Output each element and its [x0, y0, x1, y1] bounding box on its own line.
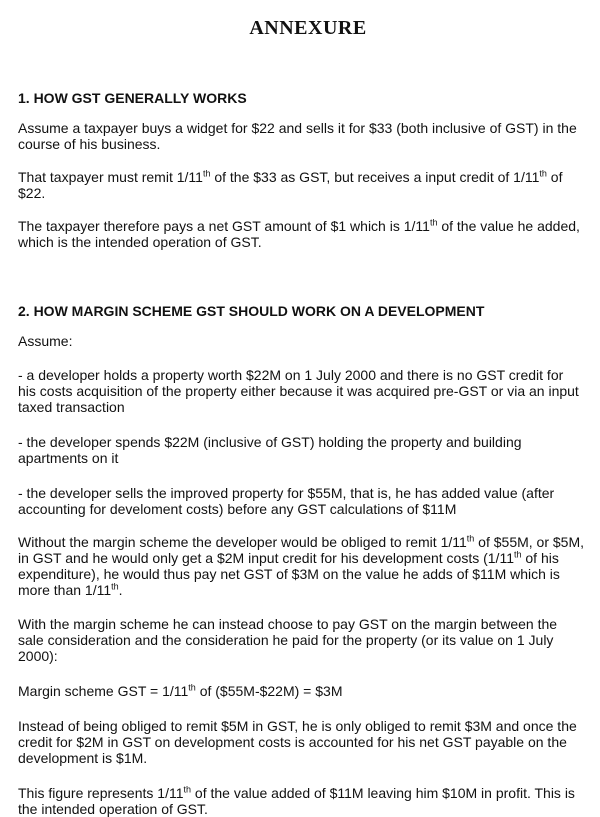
section-heading-1: 1. HOW GST GENERALLY WORKS — [18, 90, 247, 106]
paragraph-assume: Assume: — [18, 333, 73, 349]
page-title: ANNEXURE — [249, 17, 367, 39]
paragraph-with-margin: With the margin scheme he can instead choose to pay GST on the margin between the sale consideration and the consideration he paid for the property (or its value on 1 July 2000): — [18, 616, 558, 664]
paragraph-remit: That taxpayer must remit 1/11th of the $33 as GST, but receives a input credit of 1/11th of $22. — [18, 168, 563, 201]
bullet-sell: - the developer sells the improved property for $55M, that is, he has added value (after accounting for develoment costs) before any GST calculations of $11M — [18, 485, 555, 517]
bullet-property: - a developer holds a property worth $22M on 1 July 2000 and there is no GST credit for his costs acquisition of the property either because it was acquired pre-GST or via an input taxed transaction — [18, 367, 579, 415]
document-page — [18, 0, 584, 817]
bullet-spend: - the developer spends $22M (inclusive of GST) holding the property and building apartments on it — [18, 434, 522, 466]
paragraph-figure: This figure represents 1/11th of the value added of $11M leaving him $10M in profit. This is the intended operation of GST. — [18, 784, 575, 817]
paragraph-net-gst: The taxpayer therefore pays a net GST amount of $1 which is 1/11th of the value he added, which is the intended operation of GST. — [18, 217, 580, 250]
paragraph-instead: Instead of being obliged to remit $5M in GST, he is only obliged to remit $3M and once the credit for $2M in GST on development costs is accounted for his net GST payable on the development is $1M. — [18, 718, 577, 766]
paragraph-widget-example: Assume a taxpayer buys a widget for $22 and sells it for $33 (both inclusive of GST) in the course of his business. — [18, 120, 577, 152]
section-heading-2: 2. HOW MARGIN SCHEME GST SHOULD WORK ON A DEVELOPMENT — [18, 303, 485, 319]
formula-margin-gst: Margin scheme GST = 1/11th of ($55M-$22M) = $3M — [18, 682, 343, 699]
paragraph-without-margin: Without the margin scheme the developer would be obliged to remit 1/11th of $55M, or $5M, in GST and he would only get a $2M input credit for his development costs (1/11th of his expenditure), he would thus pay net GST of $3M on the value he adds of $11M which is more than 1/11th. — [18, 533, 585, 598]
